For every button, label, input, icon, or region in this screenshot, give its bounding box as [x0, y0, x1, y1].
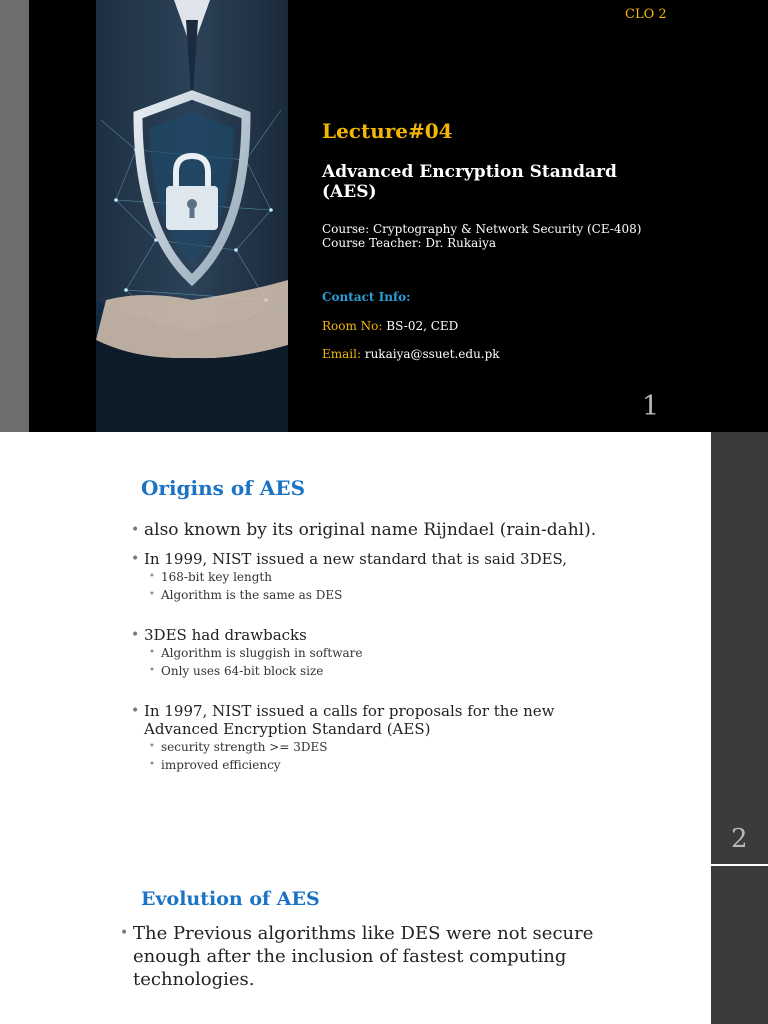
room-label: Room No: [322, 319, 383, 333]
sub-text: Only uses 64-bit block size [161, 664, 324, 678]
sub-text: Algorithm is the same as DES [161, 588, 343, 602]
clo-label: CLO 2 [625, 7, 667, 22]
sub-list [131, 644, 691, 680]
bullet-icon: • [131, 627, 140, 643]
bullet-text: The Previous algorithms like DES were not secure enough after the inclusion of fastest computing technologies. [133, 923, 594, 990]
page-number: 2 [731, 824, 748, 854]
slide-right-bar [711, 866, 768, 1024]
bullet-icon: • [131, 703, 140, 719]
sub-text: Algorithm is sluggish in software [161, 646, 363, 660]
title-slide [0, 0, 768, 432]
sub-item [131, 568, 691, 586]
bullet-icon: • [131, 522, 140, 538]
bullet-icon: • [149, 647, 155, 658]
sub-text: 168-bit key length [161, 570, 272, 584]
room-value: BS-02, CED [386, 319, 459, 333]
list-item [131, 626, 691, 644]
sub-item [131, 644, 691, 662]
course-teacher: Course Teacher: Dr. Rukaiya [322, 236, 497, 250]
bullet-icon: • [149, 571, 155, 582]
bullet-icon: • [120, 925, 129, 941]
slide-title: Evolution of AES [141, 888, 320, 910]
bullet-text: In 1999, NIST issued a new standard that is said 3DES, [144, 550, 568, 568]
list-item [131, 550, 691, 568]
sub-item [131, 756, 691, 774]
bullet-list [131, 520, 691, 774]
sub-text: improved efficiency [161, 758, 281, 772]
sub-item [131, 586, 691, 604]
slide-right-bar [711, 432, 768, 864]
bullet-icon: • [149, 741, 155, 752]
sub-item [131, 738, 691, 756]
email-label: Email: [322, 347, 362, 361]
bullet-text: In 1997, NIST issued a calls for proposals for the new Advanced Encryption Standard (AES) [144, 702, 555, 738]
cybersecurity-shield-image [96, 0, 288, 432]
lecture-number: Lecture#04 [322, 119, 453, 143]
course-name: Course: Cryptography & Network Security (CE-408) [322, 222, 642, 236]
slide-left-bar [0, 0, 29, 432]
evolution-slide [0, 864, 768, 1024]
email-info [322, 347, 500, 361]
bullet-icon: • [149, 759, 155, 770]
sub-item [131, 662, 691, 680]
slide-title: Origins of AES [141, 476, 306, 500]
slide-title: Advanced Encryption Standard (AES) [322, 162, 617, 202]
page-number: 1 [642, 391, 660, 422]
list-item [120, 922, 620, 991]
room-info [322, 319, 458, 333]
list-item [131, 702, 571, 738]
sub-list [131, 738, 691, 774]
email-value[interactable]: rukaiya@ssuet.edu.pk [364, 347, 500, 361]
bullet-icon: • [149, 665, 155, 676]
bullet-text: also known by its original name Rijndael (rain-dahl). [144, 520, 597, 540]
origins-slide [0, 432, 768, 864]
bullet-text: 3DES had drawbacks [144, 626, 307, 644]
contact-heading: Contact Info: [322, 290, 411, 304]
list-item [131, 520, 691, 540]
sub-list [131, 568, 691, 604]
sub-text: security strength >= 3DES [161, 740, 328, 754]
bullet-icon: • [149, 589, 155, 600]
bullet-icon: • [131, 551, 140, 567]
course-info [322, 222, 641, 250]
